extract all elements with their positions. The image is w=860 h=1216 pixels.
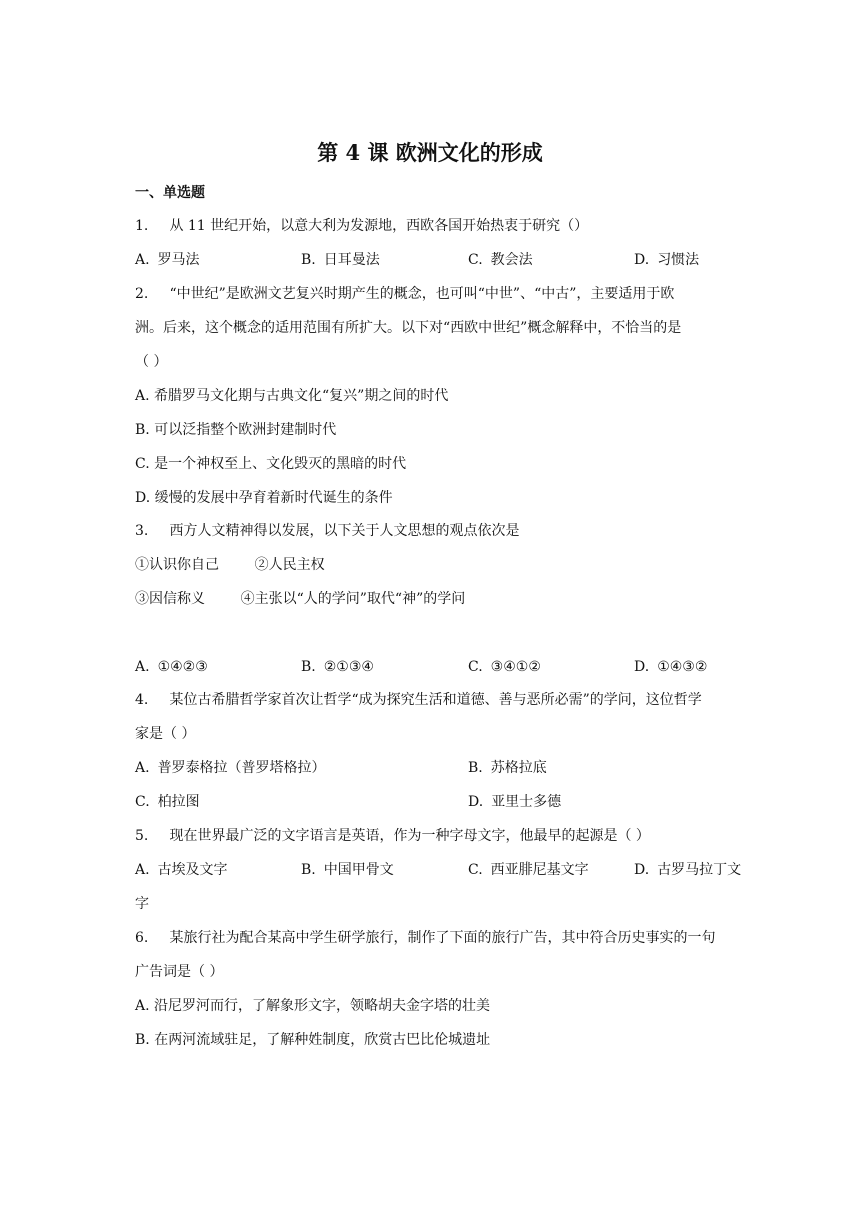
question-text: 某旅行社为配合某高中学生研学旅行，制作了下面的旅行广告，其中符合历史事实的一句 [165, 930, 716, 946]
question-text: 某位古希腊哲学家首次让哲学“成为探究生活和道德、善与恶所必需”的学问，这位哲学 [165, 692, 702, 708]
question-text: “中世纪”是欧洲文艺复兴时期产生的概念，也可叫“中世”、“中古”，主要适用于欧 [165, 286, 675, 302]
question-2-stem-line-3: （ ） [135, 354, 168, 370]
option-d[interactable]: D. 古罗马拉丁文 [634, 862, 742, 878]
option-c[interactable]: C. 柏拉图 [135, 794, 200, 810]
question-number: 6. [135, 930, 149, 946]
question-1-options [135, 249, 767, 283]
option-d[interactable]: D. ①④③② [634, 659, 708, 675]
question-number: 5. [135, 828, 149, 844]
question-3-stem [135, 520, 767, 554]
question-4-stem-line-1 [135, 689, 767, 723]
option-c[interactable]: C. 是一个神权至上、文化毁灭的黑暗的时代 [135, 456, 407, 472]
question-3 [135, 520, 767, 690]
option-b[interactable]: B. 苏格拉底 [468, 760, 547, 776]
question-1 [135, 215, 767, 283]
question-6 [135, 927, 767, 1063]
question-2-stem-line-1 [135, 283, 767, 317]
question-number: 2. [135, 286, 149, 302]
question-5-stem [135, 825, 767, 859]
question-2 [135, 283, 767, 521]
option-a[interactable]: A. 普罗泰格拉（普罗塔格拉） [135, 760, 326, 776]
option-d[interactable]: D. 缓慢的发展中孕育着新时代诞生的条件 [135, 490, 393, 506]
question-text: 从 11 世纪开始，以意大利为发源地，西欧各国开始热衷于研究（） [165, 218, 589, 234]
question-text: 西方人文精神得以发展，以下关于人文思想的观点依次是 [165, 523, 520, 539]
option-c[interactable]: C. 教会法 [468, 252, 533, 268]
question-number: 3. [135, 523, 149, 539]
question-4 [135, 689, 767, 825]
question-5 [135, 825, 767, 927]
question-4-stem-line-2: 家是（ ） [135, 726, 196, 742]
option-c[interactable]: C. ③④①② [468, 659, 541, 675]
option-c[interactable]: C. 西亚腓尼基文字 [468, 862, 589, 878]
option-b[interactable]: B. 中国甲骨文 [301, 862, 394, 878]
question-4-options-row-2 [135, 791, 767, 825]
question-number: 1. [135, 218, 149, 234]
option-b[interactable]: B. 在两河流域驻足，了解种姓制度，欣赏古巴比伦城遗址 [135, 1032, 491, 1048]
question-4-options-row-1 [135, 757, 767, 791]
question-6-stem-line-2: 广告词是（ ） [135, 964, 224, 980]
question-text: 现在世界最广泛的文字语言是英语，作为一种字母文字，他最早的起源是（ ） [165, 828, 650, 844]
option-b[interactable]: B. 日耳曼法 [301, 252, 380, 268]
option-d-wrap: 字 [135, 896, 149, 912]
statement-line-1: ①认识你自己 ②人民主权 [135, 557, 325, 573]
option-d[interactable]: D. 习惯法 [634, 252, 700, 268]
question-6-stem-line-1 [135, 927, 767, 961]
option-a[interactable]: A. 沿尼罗河而行，了解象形文字，领略胡夫金字塔的壮美 [135, 998, 491, 1014]
question-2-stem-line-2: 洲。后来，这个概念的适用范围有所扩大。以下对“西欧中世纪”概念解释中，不恰当的是 [135, 320, 682, 336]
option-a[interactable]: A. 希腊罗马文化期与古典文化“复兴”期之间的时代 [135, 388, 449, 404]
option-a[interactable]: A. 古埃及文字 [135, 862, 228, 878]
option-b[interactable]: B. 可以泛指整个欧洲封建制时代 [135, 422, 337, 438]
question-3-options [135, 656, 767, 690]
statement-line-2: ③因信称义 ④主张以“人的学问”取代“神”的学问 [135, 591, 466, 607]
option-a[interactable]: A. ①④②③ [135, 659, 208, 675]
question-number: 4. [135, 692, 149, 708]
question-5-options [135, 859, 767, 893]
option-a[interactable]: A. 罗马法 [135, 252, 200, 268]
section-heading: 一、单选题 [135, 185, 205, 201]
option-d[interactable]: D. 亚里士多德 [468, 794, 562, 810]
document-title: 第 4 课 欧洲文化的形成 [317, 140, 543, 165]
option-b[interactable]: B. ②①③④ [301, 659, 374, 675]
spacer [135, 622, 767, 656]
question-1-stem [135, 215, 767, 249]
